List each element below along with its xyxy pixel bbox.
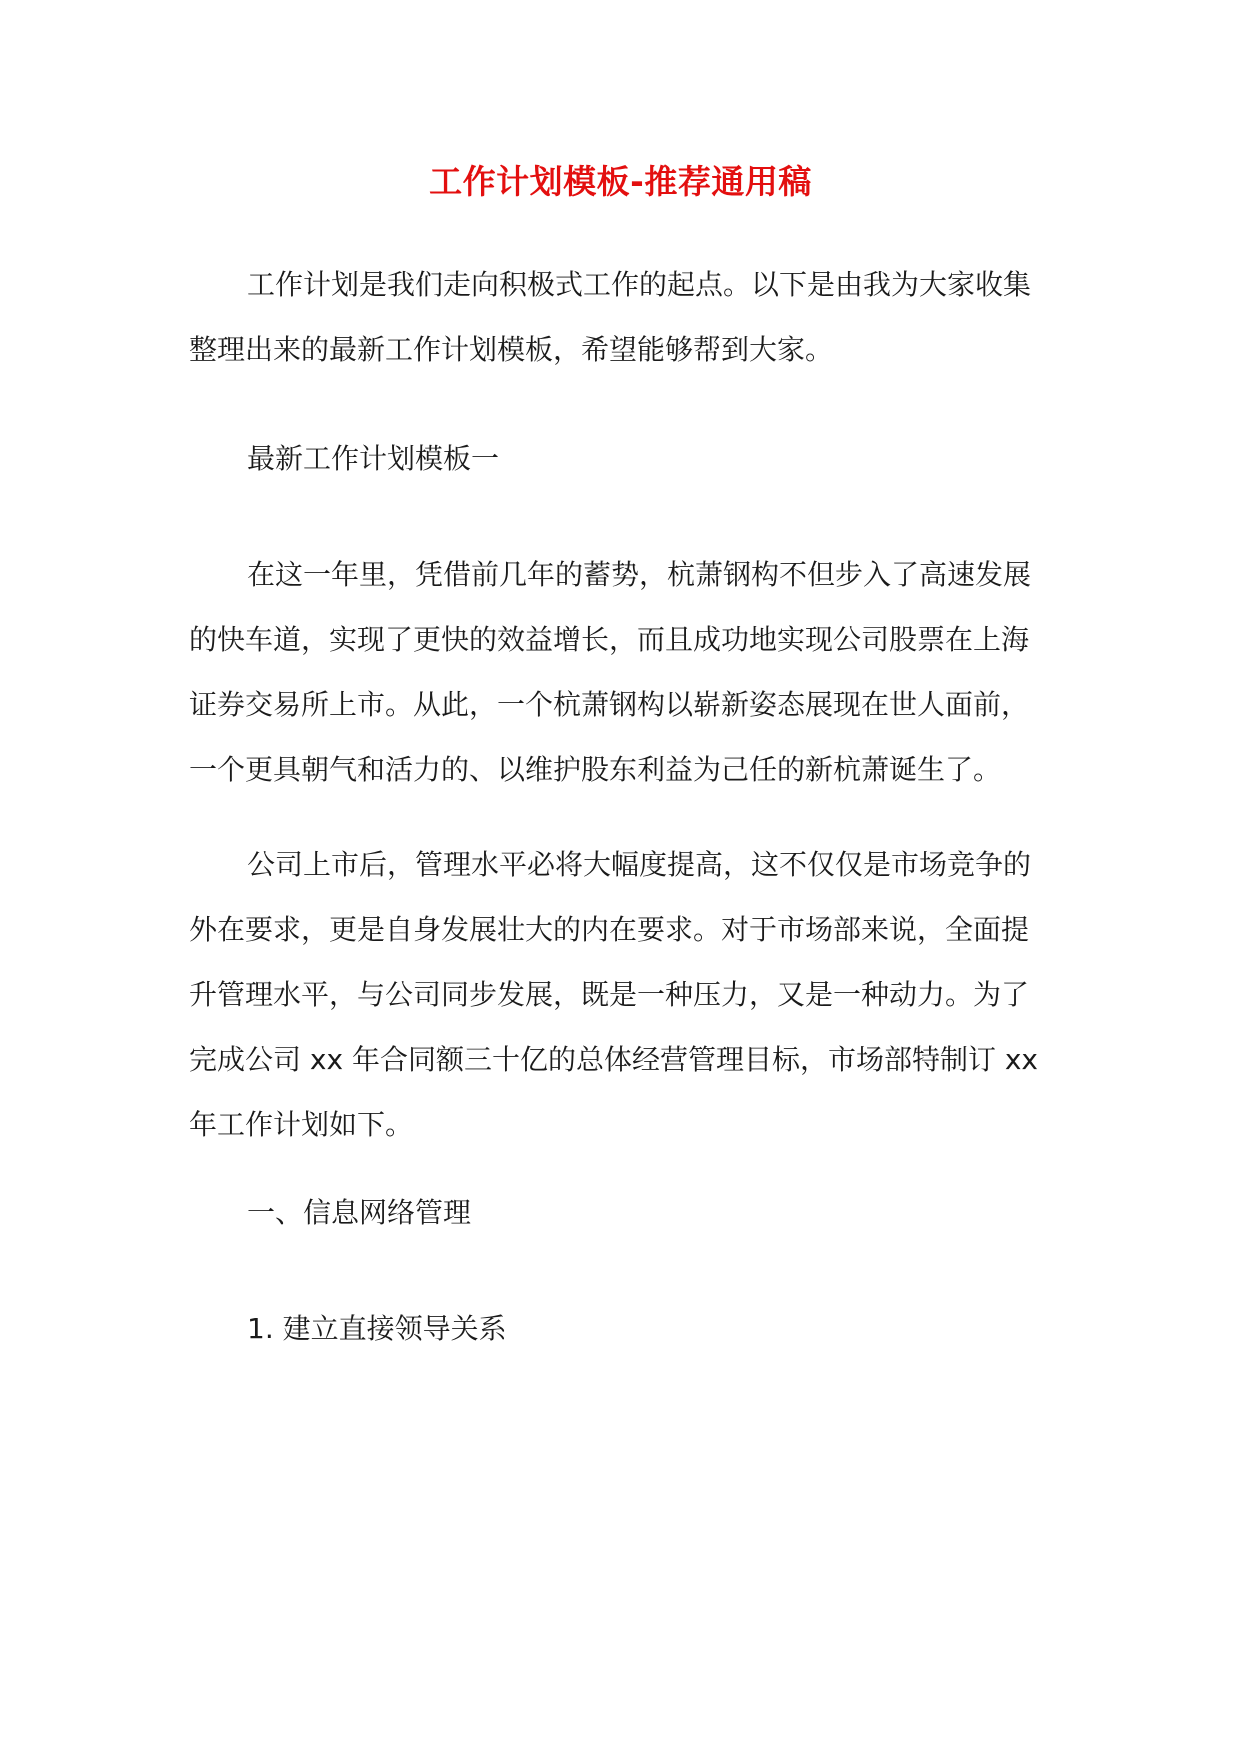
subheading-1-text: 一、信息网络管理 (247, 1196, 472, 1229)
paragraph-2-line-1: 公司上市后，管理水平必将大幅度提高，这不仅仅是市场竞争的 (247, 848, 1032, 881)
section-heading (189, 426, 1069, 491)
paragraph-2-line-4: 完成公司 xx 年合同额三十亿的总体经营管理目标，市场部特制订 xx (189, 1043, 1038, 1076)
intro-paragraph (189, 252, 1069, 382)
paragraph-1-line-4: 一个更具朝气和活力的、以维护股东利益为己任的新杭萧诞生了。 (189, 753, 1002, 786)
intro-line-2: 整理出来的最新工作计划模板，希望能够帮到大家。 (189, 333, 834, 366)
paragraph-2-line-5: 年工作计划如下。 (189, 1108, 414, 1141)
body-paragraph-1 (189, 542, 1069, 802)
paragraph-1-line-1: 在这一年里，凭借前几年的蓄势，杭萧钢构不但步入了高速发展 (247, 558, 1032, 591)
paragraph-1-line-2: 的快车道，实现了更快的效益增长，而且成功地实现公司股票在上海 (189, 623, 1030, 656)
item-1-text: 1. 建立直接领导关系 (247, 1312, 507, 1345)
subheading-1 (189, 1180, 1069, 1245)
section-heading-text: 最新工作计划模板一 (247, 442, 500, 475)
body-paragraph-2 (189, 832, 1069, 1157)
paragraph-1-line-3: 证券交易所上市。从此，一个杭萧钢构以崭新姿态展现在世人面前， (189, 688, 1030, 721)
document-title: 工作计划模板-推荐通用稿 (429, 162, 812, 201)
intro-line-1: 工作计划是我们走向积极式工作的起点。以下是由我为大家收集 (247, 268, 1032, 301)
paragraph-2-line-2: 外在要求，更是自身发展壮大的内在要求。对于市场部来说，全面提 (189, 913, 1030, 946)
numbered-item-1 (189, 1296, 1069, 1361)
paragraph-2-line-3: 升管理水平，与公司同步发展，既是一种压力，又是一种动力。为了 (189, 978, 1030, 1011)
